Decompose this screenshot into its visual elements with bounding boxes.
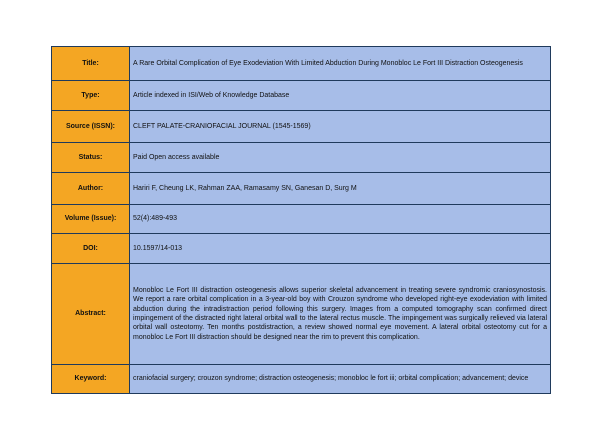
keyword-label: Keyword: (52, 365, 130, 394)
keyword-row (52, 365, 551, 394)
source-value: CLEFT PALATE-CRANIOFACIAL JOURNAL (1545-1569) (130, 111, 551, 143)
author-value: Hariri F, Cheung LK, Rahman ZAA, Ramasamy SN, Ganesan D, Surg M (130, 173, 551, 205)
type-label: Type: (52, 81, 130, 111)
volume-row (52, 205, 551, 234)
abstract-value: Monobloc Le Fort III distraction osteogenesis allows superior skeletal advancement in treating severe syndromic craniosynostosis. We report a rare orbital complication in a 3-year-old boy with Crouzon syndrome who developed right-eye exodeviation with limited abduction during the intradistraction period following this surgery. Images from a computed tomography scan confirmed direct impingement of the distracted right lateral orbital wall to the lateral rectus muscle. The impingement was surgically relieved via lateral orbital wall osteotomy. Ten months postdistraction, a review showed normal eye movement. A lateral orbital osteotomy cut for a monobloc Le Fort III distraction should be designed near the rim to prevent this complication. (130, 264, 551, 365)
title-row (52, 47, 551, 81)
doi-label: DOI: (52, 234, 130, 264)
author-label: Author: (52, 173, 130, 205)
type-value: Article indexed in ISI/Web of Knowledge Database (130, 81, 551, 111)
abstract-label: Abstract: (52, 264, 130, 365)
status-row (52, 143, 551, 173)
author-row (52, 173, 551, 205)
source-row (52, 111, 551, 143)
status-label: Status: (52, 143, 130, 173)
type-row (52, 81, 551, 111)
volume-label: Volume (Issue): (52, 205, 130, 234)
keyword-value: craniofacial surgery; crouzon syndrome; distraction osteogenesis; monobloc le fort iii; orbital complication; advancement; device (130, 365, 551, 394)
title-label: Title: (52, 47, 130, 81)
publication-record-table (51, 46, 551, 394)
source-label: Source (ISSN): (52, 111, 130, 143)
doi-row (52, 234, 551, 264)
volume-value: 52(4):489-493 (130, 205, 551, 234)
status-value: Paid Open access available (130, 143, 551, 173)
doi-value: 10.1597/14-013 (130, 234, 551, 264)
title-value: A Rare Orbital Complication of Eye Exodeviation With Limited Abduction During Monobloc Le Fort III Distraction Osteogenesis (130, 47, 551, 81)
abstract-row (52, 264, 551, 365)
